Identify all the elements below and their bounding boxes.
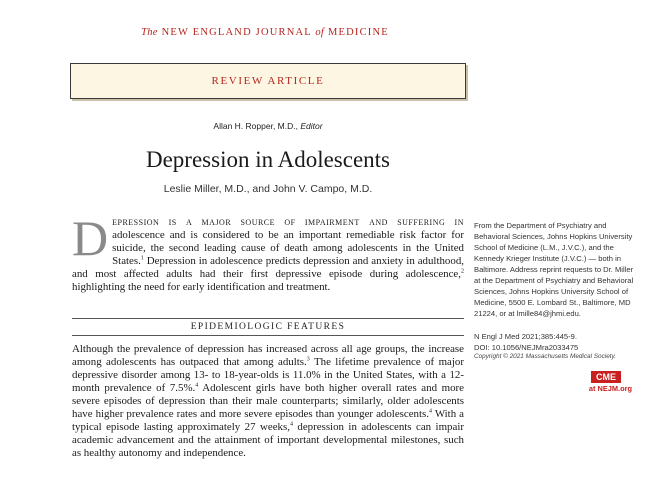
article-title: Depression in Adolescents [145, 147, 390, 172]
journal-header [0, 27, 530, 38]
ref-4c[interactable]: 4 [289, 421, 293, 428]
ref-4a[interactable]: 4 [195, 382, 199, 389]
copyright-note: Copyright © 2021 Massachusetts Medical Society. [474, 353, 617, 360]
journal-the: The [141, 27, 158, 38]
editor-role: Editor [300, 121, 323, 131]
editor-name: Allan H. Ropper, M.D., [213, 121, 298, 131]
body-text-5: depression in adolescents can impair academic advancement and the attainment of important developmental milestones, such as healthy autonomy and independence. [72, 421, 464, 459]
journal-medicine: MEDICINE [327, 27, 389, 38]
intro-text-a: adolescence and is considered to be an important remediable risk factor for suicide, the second leading cause of death among adolescents in the United States. [112, 229, 464, 267]
article-type-banner [70, 63, 466, 99]
journal-of: of [315, 27, 325, 38]
journal-name: NEW ENGLAND JOURNAL [161, 27, 312, 38]
body-text-4: With a typical episode lasting approximately 27 weeks, [72, 408, 464, 433]
article-type-label: REVIEW ARTICLE [211, 75, 325, 87]
intro-lead: epression is a major source of impairment and suffering in [112, 216, 464, 228]
ref-4b[interactable]: 4 [429, 408, 432, 415]
article-authors: Leslie Miller, M.D., and John V. Campo, M.D. [163, 183, 373, 195]
drop-cap: D [72, 210, 109, 266]
body-text-2: The lifetime prevalence of major depressive disorder among 13- to 18-year-olds is 11.0% in the United States, with a 12-month prevalence of 7.5%. [72, 356, 464, 394]
cme-badge[interactable]: CME [591, 371, 621, 383]
section-heading: EPIDEMIOLOGIC FEATURES [190, 322, 346, 332]
ref-2[interactable]: 2 [461, 268, 464, 275]
cme-site-link[interactable]: at NEJM.org [588, 384, 632, 393]
citation-block [474, 331, 634, 353]
citation: N Engl J Med 2021;385:445-9. [474, 332, 578, 341]
intro-paragraph [72, 210, 464, 294]
doi-link[interactable]: DOI: 10.1056/NEJMra2033475 [474, 343, 579, 352]
intro-text-b: Depression in adolescence predicts depression and anxiety in adulthood, and most affected adults had their first depressive episode during adolescence, [72, 255, 464, 280]
editor-line [0, 121, 536, 131]
ref-3[interactable]: 3 [306, 356, 310, 363]
intro-text-c: highlighting the need for early identification and treatment. [72, 281, 331, 293]
epidemiology-paragraph [72, 343, 464, 460]
ref-1[interactable]: 1 [140, 255, 144, 262]
affiliation-note: From the Department of Psychiatry and Behavioral Sciences, Johns Hopkins University School of Medicine (L.M., J.V.C.), and the Kennedy Krieger Institute (J.V.C.) — both in Baltimore. Address reprint requests to Dr. Miller at the Department of Psychiatry and Behavioral Sciences, Johns Hopkins University School of Medicine, 5500 E. Lombard St., Baltimore, MD 21224, or at lmille84@jhmi.edu. [474, 221, 634, 318]
section-heading-bar [72, 318, 464, 336]
body-text-3: Adolescent girls have both higher overall rates and more severe episodes of depression than their male counterparts; similarly, older adolescents have higher prevalence rates and more severe episodes than younger adolescents. [72, 382, 464, 420]
body-text-1: Although the prevalence of depression has increased across all age groups, the increase among adolescents has outpaced that among adults. [72, 343, 464, 368]
